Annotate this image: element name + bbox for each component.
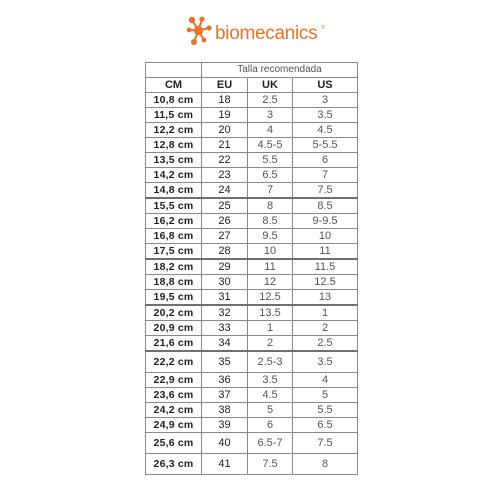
cell-uk: 12 xyxy=(248,275,293,290)
table-row xyxy=(146,373,358,388)
cell-eu: 40 xyxy=(202,433,248,454)
cell-uk: 4.5 xyxy=(248,388,293,403)
cell-eu: 22 xyxy=(202,153,248,168)
cell-eu: 35 xyxy=(202,351,248,373)
cell-us: 8.5 xyxy=(293,198,358,214)
table-row xyxy=(146,433,358,454)
cell-cm: 14,2 cm xyxy=(146,168,202,183)
cell-uk: 13.5 xyxy=(248,305,293,321)
blank-header-cell xyxy=(146,63,202,78)
brand-name: biomecanics xyxy=(215,23,318,44)
cell-us: 5-5.5 xyxy=(293,138,358,153)
cell-us: 6 xyxy=(293,153,358,168)
cell-eu: 39 xyxy=(202,418,248,433)
table-row xyxy=(146,403,358,418)
cell-us: 4.5 xyxy=(293,123,358,138)
cell-cm: 11,5 cm xyxy=(146,108,202,123)
column-header-cm: CM xyxy=(146,78,202,93)
cell-us: 5.5 xyxy=(293,403,358,418)
table-row xyxy=(146,93,358,108)
cell-eu: 32 xyxy=(202,305,248,321)
cell-cm: 20,2 cm xyxy=(146,305,202,321)
cell-cm: 22,2 cm xyxy=(146,351,202,373)
cell-uk: 2 xyxy=(248,336,293,352)
table-row xyxy=(146,183,358,199)
cell-eu: 20 xyxy=(202,123,248,138)
brand-tagline-decoration: ······················· xyxy=(242,44,308,49)
table-row xyxy=(146,138,358,153)
table-row xyxy=(146,108,358,123)
table-row xyxy=(146,275,358,290)
cell-cm: 16,2 cm xyxy=(146,214,202,229)
column-header-uk: UK xyxy=(248,78,293,93)
cell-cm: 21,6 cm xyxy=(146,336,202,352)
cell-cm: 17,5 cm xyxy=(146,244,202,260)
cell-us: 1 xyxy=(293,305,358,321)
cell-cm: 20,9 cm xyxy=(146,321,202,336)
cell-us: 10 xyxy=(293,229,358,244)
cell-eu: 27 xyxy=(202,229,248,244)
cell-uk: 1 xyxy=(248,321,293,336)
cell-cm: 24,2 cm xyxy=(146,403,202,418)
table-row xyxy=(146,168,358,183)
cell-cm: 15,5 cm xyxy=(146,198,202,214)
cell-us: 13 xyxy=(293,290,358,306)
column-header-us: US xyxy=(293,78,358,93)
cell-uk: 7.5 xyxy=(248,454,293,475)
column-header-eu: EU xyxy=(202,78,248,93)
cell-eu: 25 xyxy=(202,198,248,214)
table-row xyxy=(146,454,358,475)
cell-uk: 4 xyxy=(248,123,293,138)
cell-uk: 2.5 xyxy=(248,93,293,108)
cell-eu: 41 xyxy=(202,454,248,475)
cell-uk: 5.5 xyxy=(248,153,293,168)
cell-eu: 21 xyxy=(202,138,248,153)
size-chart-table xyxy=(145,62,358,475)
cell-eu: 30 xyxy=(202,275,248,290)
cell-eu: 38 xyxy=(202,403,248,418)
table-caption: Talla recomendada xyxy=(202,63,358,78)
table-row xyxy=(146,153,358,168)
cell-uk: 3 xyxy=(248,108,293,123)
cell-eu: 28 xyxy=(202,244,248,260)
cell-us: 12.5 xyxy=(293,275,358,290)
cell-cm: 24,9 cm xyxy=(146,418,202,433)
cell-us: 5 xyxy=(293,388,358,403)
cell-eu: 26 xyxy=(202,214,248,229)
cell-cm: 23,6 cm xyxy=(146,388,202,403)
cell-cm: 26,3 cm xyxy=(146,454,202,475)
molecule-logo-icon xyxy=(186,16,212,46)
cell-uk: 3.5 xyxy=(248,373,293,388)
cell-uk: 7 xyxy=(248,183,293,199)
table-row xyxy=(146,336,358,352)
cell-eu: 37 xyxy=(202,388,248,403)
cell-eu: 19 xyxy=(202,108,248,123)
cell-eu: 33 xyxy=(202,321,248,336)
cell-uk: 6.5-7 xyxy=(248,433,293,454)
cell-us: 3 xyxy=(293,93,358,108)
cell-uk: 12.5 xyxy=(248,290,293,306)
cell-uk: 11 xyxy=(248,259,293,275)
cell-eu: 18 xyxy=(202,93,248,108)
cell-us: 3.5 xyxy=(293,351,358,373)
cell-us: 7.5 xyxy=(293,433,358,454)
cell-cm: 19,5 cm xyxy=(146,290,202,306)
cell-eu: 23 xyxy=(202,168,248,183)
cell-uk: 8.5 xyxy=(248,214,293,229)
cell-us: 2.5 xyxy=(293,336,358,352)
trademark-symbol: ® xyxy=(321,25,325,31)
table-row xyxy=(146,244,358,260)
brand-logo xyxy=(186,14,326,52)
cell-cm: 10,8 cm xyxy=(146,93,202,108)
cell-us: 3.5 xyxy=(293,108,358,123)
cell-us: 11.5 xyxy=(293,259,358,275)
cell-us: 9-9.5 xyxy=(293,214,358,229)
cell-us: 8 xyxy=(293,454,358,475)
cell-us: 11 xyxy=(293,244,358,260)
table-row xyxy=(146,305,358,321)
cell-us: 6.5 xyxy=(293,418,358,433)
cell-eu: 36 xyxy=(202,373,248,388)
cell-cm: 18,8 cm xyxy=(146,275,202,290)
table-row xyxy=(146,388,358,403)
cell-eu: 29 xyxy=(202,259,248,275)
cell-uk: 9.5 xyxy=(248,229,293,244)
cell-uk: 6 xyxy=(248,418,293,433)
cell-uk: 2.5-3 xyxy=(248,351,293,373)
table-row xyxy=(146,198,358,214)
table-row xyxy=(146,290,358,306)
cell-uk: 8 xyxy=(248,198,293,214)
cell-cm: 12,8 cm xyxy=(146,138,202,153)
cell-cm: 22,9 cm xyxy=(146,373,202,388)
cell-us: 7.5 xyxy=(293,183,358,199)
cell-uk: 4.5-5 xyxy=(248,138,293,153)
cell-us: 4 xyxy=(293,373,358,388)
cell-cm: 18,2 cm xyxy=(146,259,202,275)
cell-us: 7 xyxy=(293,168,358,183)
size-rows xyxy=(146,93,358,475)
cell-eu: 24 xyxy=(202,183,248,199)
cell-cm: 12,2 cm xyxy=(146,123,202,138)
cell-uk: 10 xyxy=(248,244,293,260)
table-row xyxy=(146,321,358,336)
cell-uk: 5 xyxy=(248,403,293,418)
cell-cm: 14,8 cm xyxy=(146,183,202,199)
cell-uk: 6.5 xyxy=(248,168,293,183)
cell-cm: 16,8 cm xyxy=(146,229,202,244)
cell-cm: 13,5 cm xyxy=(146,153,202,168)
table-row xyxy=(146,214,358,229)
cell-cm: 25,6 cm xyxy=(146,433,202,454)
cell-eu: 31 xyxy=(202,290,248,306)
cell-eu: 34 xyxy=(202,336,248,352)
table-row xyxy=(146,123,358,138)
table-row xyxy=(146,259,358,275)
table-row xyxy=(146,351,358,373)
table-row xyxy=(146,418,358,433)
table-row xyxy=(146,229,358,244)
cell-us: 2 xyxy=(293,321,358,336)
